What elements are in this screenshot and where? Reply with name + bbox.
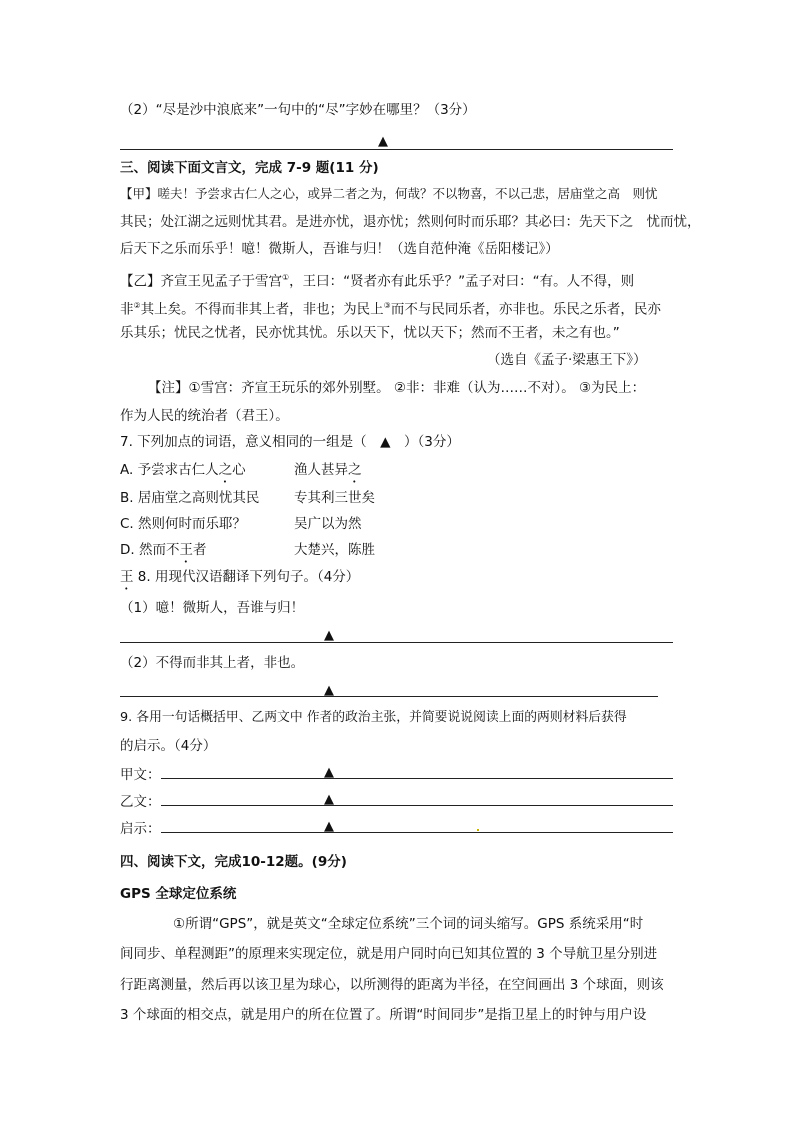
answer-line-yi[interactable] [161,805,673,806]
yi-text-e: 而不与民同乐者，亦非也。乐民之乐者，民亦 [390,301,661,318]
answer-mark: ▲ [324,683,334,698]
answer-mark: ▲ [324,765,334,780]
yi-text-a: 【乙】齐宣王见孟子于雪宫 [120,273,282,290]
passage-jia-line-2: 其民；处江湖之远则忧其君。是进亦忧，退亦忧；然则何时而乐耶？其必曰：先天下之 忧而忧， [120,214,701,230]
section-3-title: 三、阅读下面文言文，完成 7-9 题(11 分) [120,160,379,176]
note-ref-1: ① [282,273,290,282]
q8-dotted-wang: 王 [120,569,134,585]
q9-qishi-label: 启示： [120,821,161,837]
passage-yi-source: （选自《孟子·梁惠王下》） [487,352,647,368]
q7-d-text-end: 者 [192,542,207,558]
question-8 [120,567,359,593]
answer-line-jia[interactable] [161,778,673,779]
answer-mark: ▲ [324,628,334,643]
yi-text-b: ，王曰：“贤者亦有此乐乎？”孟子对曰：“有。人不得，则 [289,273,635,290]
yi-text-c: 非 [120,301,134,318]
stray-dot [477,829,479,831]
answer-mark: ▲ [324,792,334,807]
q9-jia-label: 甲文： [120,767,161,783]
note-ref-2: ② [133,301,141,310]
q8-item-1: （1）噫！微斯人，吾谁与归！ [120,600,305,616]
note-line-1: 【注】①雪宫：齐宣王玩乐的郊外别墅。 ②非：非难（认为……不对）。 ③为民上： [148,380,646,396]
answer-line-qishi[interactable] [161,832,673,833]
article-p1-line-1: ①所谓“GPS”，就是英文“全球定位系统”三个词的词头缩写。GPS 系统采用“时 [173,916,644,932]
answer-mark: ▲ [324,819,334,834]
passage-jia-line-3: 后天下之乐而乐乎！噫！微斯人，吾谁与归！（选自范仲淹《岳阳楼记》） [120,241,559,257]
section-4-title: 四、阅读下文，完成10-12题。(9分) [120,854,347,870]
answer-line [120,149,673,150]
q7-d-text: D. 然而不 [120,542,180,558]
answer-line [120,696,658,697]
question-2-sand: （2）“尽是沙中浪底来”一句中的“尽”字妙在哪里？（3分） [120,102,476,118]
note-ref-3: ③ [383,301,391,310]
article-p1-line-3: 行距离测量，然后再以该卫星为球心，以所测得的距离为半径，在空间画出 3 个球面，则该 [120,977,664,993]
q7-option-a-left [120,460,246,486]
article-title: GPS 全球定位系统 [120,886,237,902]
answer-line [120,642,673,643]
q7-option-d-right: 大楚兴，陈胜 [294,542,375,558]
q7-a2-text: 渔人甚异 [294,462,348,478]
question-9-line-2: 的启示。（4分） [120,738,217,754]
q7-option-b-left: B. 居庙堂之高则忧其民 [120,490,260,506]
q7-d-dotted: 王 [179,542,193,558]
question-7: 7. 下列加点的词语，意义相同的一组是（ ▲ ）（3分） [120,434,460,450]
q8-item-2: （2）不得而非其上者，非也。 [120,655,305,671]
q8-text: 8. 用现代汉语翻译下列句子。（4分） [137,569,360,585]
q7-a2-dotted: 之 [348,462,362,478]
q7-option-b-right: 专其利三世矣 [294,490,375,506]
q9-yi-label: 乙文： [120,794,161,810]
q7-a-text: A. 予尝求古仁人 [120,462,219,478]
note-line-2: 作为人民的统治者（君王）。 [120,408,289,424]
q7-option-a-right [294,460,362,486]
yi-text-d: 其上矣。不得而非其上者，非也；为民上 [140,301,384,318]
q7-option-c-right: 吴广以为然 [294,516,362,532]
answer-mark: ▲ [378,134,388,149]
passage-jia-line-1: 【甲】嗟夫！予尝求古仁人之心，或异二者之为，何哉？不以物喜，不以己悲，居庙堂之高 则忧 [120,186,658,201]
q7-option-c-left: C. 然则何时而乐耶？ [120,516,247,532]
q7-a-text-end: 心 [232,462,246,478]
q7-option-d-left [120,540,206,566]
question-9-line-1: 9. 各用一句话概括甲、乙两文中 作者的政治主张，并简要说说阅读上面的两则材料后获得 [120,710,627,725]
passage-yi-line-3: 乐其乐；忧民之忧者，民亦忧其忧。乐以天下，忧以天下；然而不王者，未之有也。” [120,325,620,341]
q7-a-dotted: 之 [218,462,233,478]
article-p1-line-4: 3 个球面的相交点，就是用户的所在位置了。所谓“时间同步”是指卫星上的时钟与用户设 [120,1007,647,1023]
article-p1-line-2: 间同步、单程测距”的原理来实现定位，就是用户同时向已知其位置的 3 个导航卫星分别进 [120,946,658,962]
passage-yi-line-1 [120,268,634,292]
passage-yi-line-2 [120,296,661,320]
